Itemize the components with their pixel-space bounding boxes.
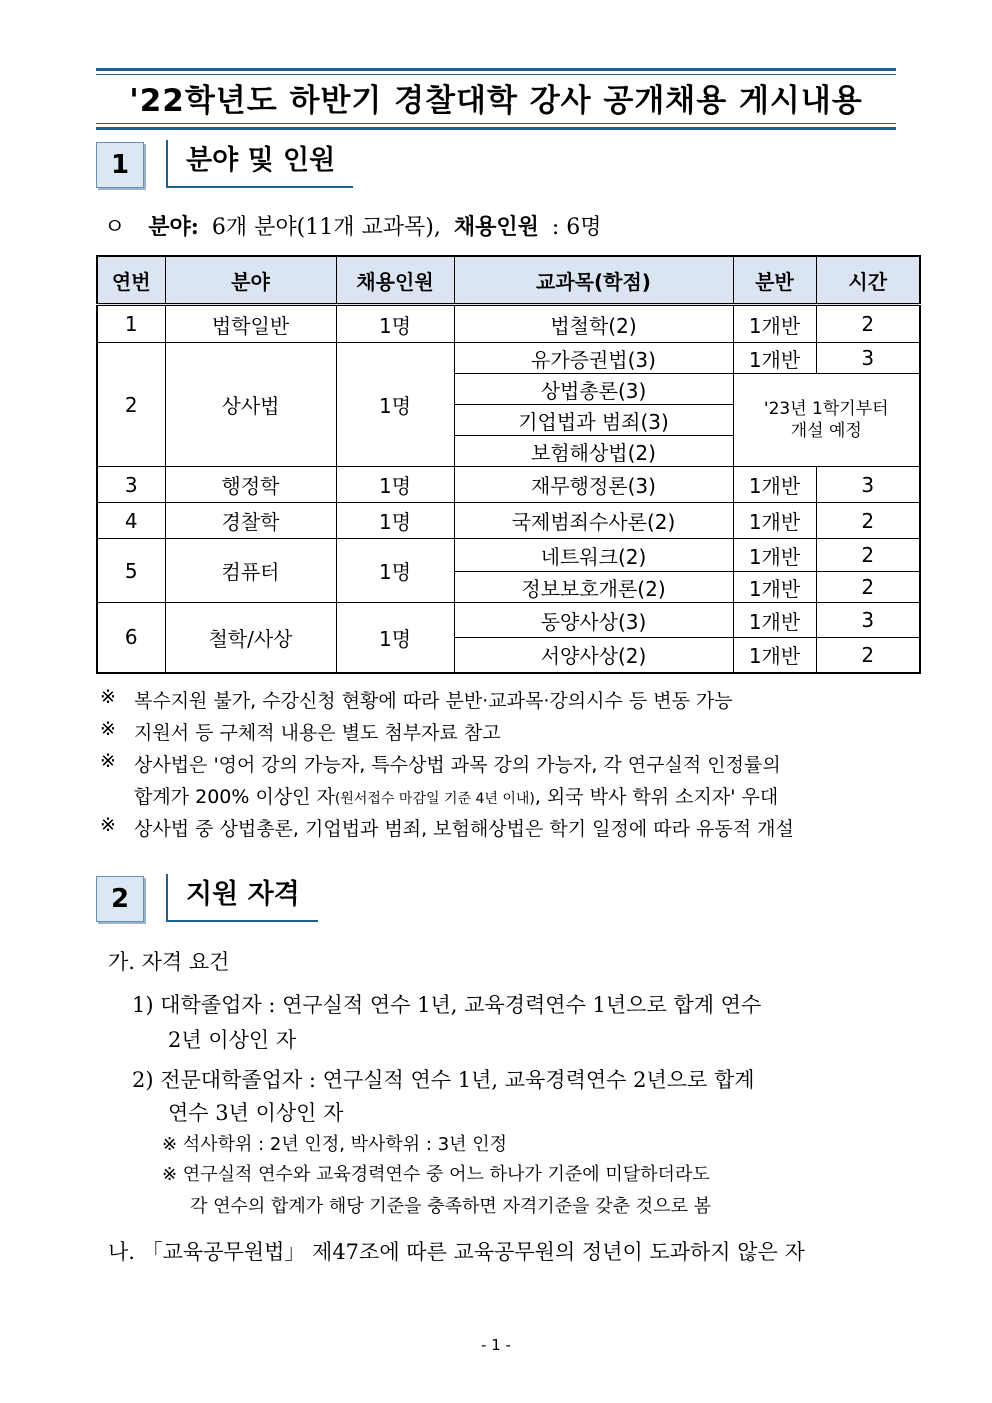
header-no: 연번 xyxy=(97,256,165,305)
cell-hours: 3 xyxy=(816,603,920,638)
section-1-number: 1 xyxy=(96,142,144,188)
requirement-item-1-line1: 1) 대학졸업자 : 연구실적 연수 1년, 교육경력연수 1년으로 합계 연수 xyxy=(132,993,762,1017)
cell-field: 철학/사상 xyxy=(165,603,336,673)
requirement-sub-note-2-line2: 각 연수의 합계가 해당 기준을 충족하면 자격기준을 갖춘 것으로 봄 xyxy=(190,1196,711,1217)
cell-hires: 1명 xyxy=(336,603,454,673)
table-row xyxy=(97,343,920,374)
cell-no: 4 xyxy=(97,503,165,539)
cell-sections: 1개반 xyxy=(733,539,816,572)
section-1-summary xyxy=(104,210,601,241)
note-item xyxy=(100,686,900,718)
cell-field: 경찰학 xyxy=(165,503,336,539)
note-text: 복수지원 불가, 수강신청 현황에 따라 분반·교과목·강의시수 등 변동 가능 xyxy=(134,690,733,712)
note-item xyxy=(100,750,900,782)
section-1-notes xyxy=(100,686,900,846)
cell-no: 6 xyxy=(97,603,165,673)
cell-course: 국제범죄수사론(2) xyxy=(454,503,733,539)
note-mark: ※ xyxy=(100,718,116,740)
cell-sections: 1개반 xyxy=(733,638,816,673)
page-title-bar xyxy=(96,68,896,130)
note-text: 지원서 등 구체적 내용은 별도 첨부자료 참고 xyxy=(134,722,501,744)
cell-field: 상사법 xyxy=(165,343,336,467)
note-text-part: 합계가 200% 이상인 자 xyxy=(134,786,335,808)
note-text: 상사법 중 상법총론, 기업법과 범죄, 보험해상법은 학기 일정에 따라 유동적 개설 xyxy=(134,818,794,840)
cell-sections: 1개반 xyxy=(733,603,816,638)
cell-opening-note xyxy=(733,374,920,467)
table-row xyxy=(97,467,920,503)
header-hires: 채용인원 xyxy=(336,256,454,305)
cell-hours: 3 xyxy=(816,467,920,503)
cell-course: 동양사상(3) xyxy=(454,603,733,638)
cell-course: 네트워크(2) xyxy=(454,539,733,572)
cell-hours: 2 xyxy=(816,305,920,343)
header-hours: 시간 xyxy=(816,256,920,305)
note-mark: ※ xyxy=(100,814,116,836)
field-value: 6개 분야(11개 교과목), xyxy=(211,215,441,240)
header-course: 교과목(학점) xyxy=(454,256,733,305)
table-row xyxy=(97,603,920,638)
cell-no: 3 xyxy=(97,467,165,503)
cell-sections: 1개반 xyxy=(733,343,816,374)
requirement-sub-note-2-line1: ※ 연구실적 연수와 교육경력연수 중 어느 하나가 기준에 미달하더라도 xyxy=(162,1164,710,1185)
section-1-title: 분야 및 인원 xyxy=(166,140,353,188)
cell-field: 컴퓨터 xyxy=(165,539,336,603)
cell-hours: 2 xyxy=(816,503,920,539)
note-mark: ※ xyxy=(100,750,116,772)
requirement-item-1-line2: 2년 이상인 자 xyxy=(168,1028,297,1052)
cell-course: 정보보호개론(2) xyxy=(454,572,733,603)
header-field: 분야 xyxy=(165,256,336,305)
opening-note-line1: '23년 1학기부터 xyxy=(763,399,889,419)
cell-no: 1 xyxy=(97,305,165,343)
cell-course: 재무행정론(3) xyxy=(454,467,733,503)
note-item xyxy=(100,718,900,750)
cell-no: 5 xyxy=(97,539,165,603)
cell-field: 행정학 xyxy=(165,467,336,503)
section-2-number: 2 xyxy=(96,876,144,922)
cell-hires: 1명 xyxy=(336,467,454,503)
note-item xyxy=(100,814,900,846)
header-sections: 분반 xyxy=(733,256,816,305)
page-title: '22학년도 하반기 경찰대학 강사 공개채용 게시내용 xyxy=(129,83,863,119)
section-2-title: 지원 자격 xyxy=(166,874,318,922)
cell-course: 상법총론(3) xyxy=(454,374,733,405)
cell-hires: 1명 xyxy=(336,503,454,539)
note-text-small: (원서접수 마감일 기준 4년 이내) xyxy=(334,791,535,807)
hire-value: : 6명 xyxy=(551,215,602,240)
cell-hours: 3 xyxy=(816,343,920,374)
summary-bullet: ㅇ xyxy=(104,215,126,240)
cell-sections: 1개반 xyxy=(733,305,816,343)
cell-hours: 2 xyxy=(816,572,920,603)
cell-hires: 1명 xyxy=(336,539,454,603)
note-mark: ※ xyxy=(100,686,116,708)
cell-course: 서양사상(2) xyxy=(454,638,733,673)
cell-hires: 1명 xyxy=(336,305,454,343)
requirement-sub-note-1: ※ 석사학위 : 2년 인정, 박사학위 : 3년 인정 xyxy=(162,1134,508,1155)
cell-sections: 1개반 xyxy=(733,503,816,539)
cell-sections: 1개반 xyxy=(733,467,816,503)
cell-course: 보험해상법(2) xyxy=(454,436,733,467)
cell-no: 2 xyxy=(97,343,165,467)
cell-course: 기업법과 범죄(3) xyxy=(454,405,733,436)
cell-field: 법학일반 xyxy=(165,305,336,343)
note-item-continued xyxy=(100,782,900,814)
note-text-continued xyxy=(134,782,778,809)
table-row xyxy=(97,539,920,572)
cell-hours: 2 xyxy=(816,539,920,572)
cell-sections: 1개반 xyxy=(733,572,816,603)
table-row xyxy=(97,305,920,343)
note-text: 상사법은 '영어 강의 가능자, 특수상법 과목 강의 가능자, 각 연구실적 인정률의 xyxy=(134,754,781,776)
table-header-row xyxy=(97,256,920,305)
cell-course: 법철학(2) xyxy=(454,305,733,343)
cell-course: 유가증권법(3) xyxy=(454,343,733,374)
requirement-b-label: 나. 「교육공무원법」 제47조에 따른 교육공무원의 정년이 도과하지 않은 자 xyxy=(108,1240,805,1264)
table-row xyxy=(97,503,920,539)
recruitment-table xyxy=(96,255,921,674)
cell-hours: 2 xyxy=(816,638,920,673)
note-text-part: , 외국 박사 학위 소지자' 우대 xyxy=(534,786,779,808)
opening-note-line2: 개설 예정 xyxy=(790,421,862,441)
field-label: 분야: xyxy=(148,214,199,240)
hire-label: 채용인원 xyxy=(453,214,539,240)
requirement-a-label: 가. 자격 요건 xyxy=(108,950,230,974)
requirement-item-2-line2: 연수 3년 이상인 자 xyxy=(168,1101,344,1125)
requirement-item-2-line1: 2) 전문대학졸업자 : 연구실적 연수 1년, 교육경력연수 2년으로 합계 xyxy=(132,1068,755,1092)
page-number: - 1 - xyxy=(481,1336,511,1354)
cell-hires: 1명 xyxy=(336,343,454,467)
